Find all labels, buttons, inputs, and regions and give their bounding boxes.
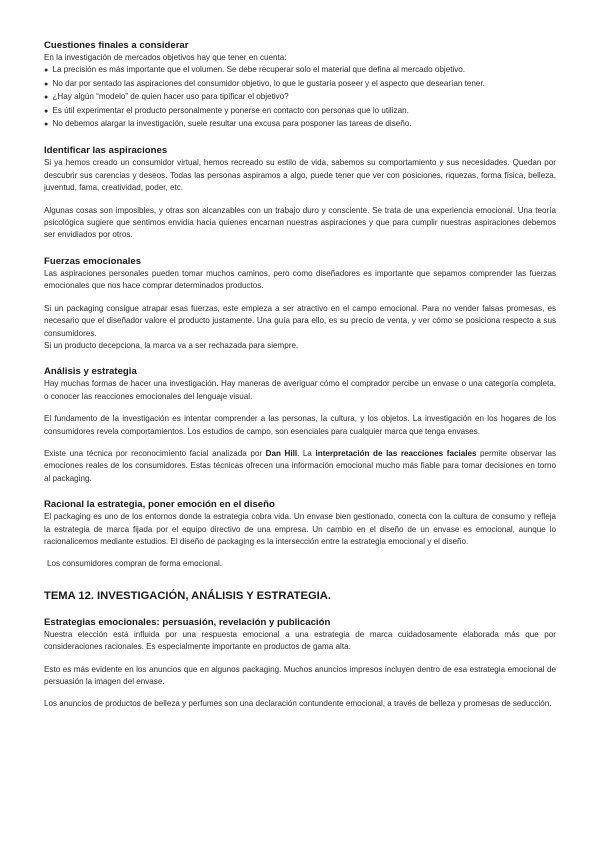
section-heading-final-considerations: Cuestiones finales a considerar [44, 40, 189, 51]
text-run: Existe una técnica por reconocimiento facial analizada por [44, 448, 266, 458]
paragraph: Si un packaging consigue atrapar esas fuerzas, este empieza a ser atractivo en el campo emocional. Para no vender falsas promesas, es necesario que el diseñador valore el producto justamente. Una guía para ello, es su precio de venta, y ver cómo se posiciona respecto a sus consumidores. [44, 303, 556, 338]
list-item [44, 105, 556, 118]
paragraph: Los consumidores compran de forma emocional. [47, 559, 222, 569]
list-item-text: ¿Hay algún “modelo” de quien hacer uso para tipificar el objetivo? [52, 92, 289, 102]
section-heading-emotional-strategies: Estrategias emocionales: persuasión, revelación y publicación [44, 616, 331, 628]
paragraph: El fundamento de la investigación es intentar comprender a las personas, la cultura, y los objetos. La investigación en los hogares de los consumidores revela comportamientos. Los estudios de campo, son esenciales para cualquier marca que tenga envases. [44, 414, 556, 436]
section-heading-analysis-strategy: Análisis y estrategia [44, 366, 137, 378]
bullet-icon: ● [44, 121, 49, 129]
list-item [44, 118, 556, 131]
text-run: . La [297, 448, 316, 458]
paragraph-facial-recognition [44, 448, 556, 485]
bullet-icon: ● [44, 107, 49, 115]
bullet-icon: ● [44, 80, 49, 88]
section-heading-rational-strategy: Racional la estrategia, poner emoción en el diseño [44, 499, 275, 511]
chapter-title: TEMA 12. INVESTIGACIÓN, ANÁLISIS Y ESTRATEGIA. [44, 589, 331, 602]
paragraph: El packaging es uno de los entornos donde la estrategia cobra vida. Un envase bien gestionado, conecta con la cultura de consumo y refleja la estrategia de marca fijada por el equipo directivo de una empresa. Un cambio en el diseño de un envase es emocional, aunque lo racionalicemos mediante estudios. El diseño de packaging es la intersección entre la estrategia emocional y el diseño. [44, 512, 556, 546]
emphasized-term: interpretación de las reacciones faciales [315, 448, 477, 458]
list-item [44, 64, 556, 77]
section-heading-emotional-forces: Fuerzas emocionales [44, 255, 142, 267]
list-item-text: La precisión es más importante que el volumen. Se debe recuperar solo el material que defina al mercado objetivo. [52, 65, 466, 75]
paragraph: Si un producto decepciona, la marca va a ser rechazada para siempre. [44, 340, 299, 350]
list-item-text: No dar por sentado las aspiraciones del consumidor objetivo, lo que le gustaría poseer y el aspecto que desearían tener. [52, 78, 485, 88]
paragraph: Si ya hemos creado un consumidor virtual, hemos recreado su estilo de vida, sabemos su comportamiento y sus necesidades. Quedan por descubrir sus carencias y deseos. Todas las personas aspiramos a algo, puede tener que ver con posiciones, riquezas, forma física, belleza, juventud, fama, creatividad, poder, etc. [44, 158, 556, 193]
paragraph: Los anuncios de productos de belleza y perfumes son una declaración contundente emocional, a través de belleza y promesas de seducción. [44, 699, 552, 709]
paragraph: Algunas cosas son imposibles, y otras son alcanzables con un trabajo duro y consciente. Se trata de una experiencia emocional. Una teoría psicológica sugiere que sentimos envidia hacia quienes encarnan nuestras aspiraciones y que para cumplir nuestras aspiraciones debemos ser envidiados por otros. [44, 205, 556, 240]
section-heading-aspirations: Identificar las aspiraciones [44, 145, 168, 157]
author-name: Dan Hill [265, 448, 298, 458]
bullet-icon: ● [44, 67, 49, 75]
list-item-text: No debemos alargar la investigación, suele resultar una excusa para posponer las tareas de diseño. [52, 119, 412, 129]
considerations-list [44, 64, 556, 131]
list-item [44, 91, 556, 104]
text-run: permite observar las emociones reales de los consumidores. Estas técnicas ofrecen una información emocional mucho más fiable para tomar decisiones en torno al packaging. [44, 448, 557, 483]
list-item [44, 78, 556, 91]
paragraph: Las aspiraciones personales pueden tomar muchos caminos, pero como diseñadores es importante que sepamos comprender las fuerzas emocionales que nos hace comprar determinados productos. [44, 268, 556, 291]
bullet-icon: ● [44, 94, 49, 102]
section-intro: En la investigación de mercados objetivos hay que tener en cuenta: [44, 53, 287, 62]
paragraph: Hay muchas formas de hacer una investigación. Hay maneras de averiguar cómo el comprador percibe un envase o una categoría completa, o conocer las reacciones emocionales del lenguaje visual. [44, 379, 556, 401]
paragraph: Nuestra elección está influida por una respuesta emocional a una estrategia de marca cuidadosamente elaborada más que por consideraciones racionales. Es especialmente importante en productos de gama alta. [44, 629, 556, 652]
list-item-text: Es útil experimentar el producto personalmente y ponerse en contacto con personas que lo utilizan. [52, 105, 409, 115]
paragraph: Esto es más evidente en los anuncios que en algunos packaging. Muchos anuncios impresos incluyen dentro de esa estrategia emocional de persuasión la imagen del envase. [44, 664, 556, 686]
